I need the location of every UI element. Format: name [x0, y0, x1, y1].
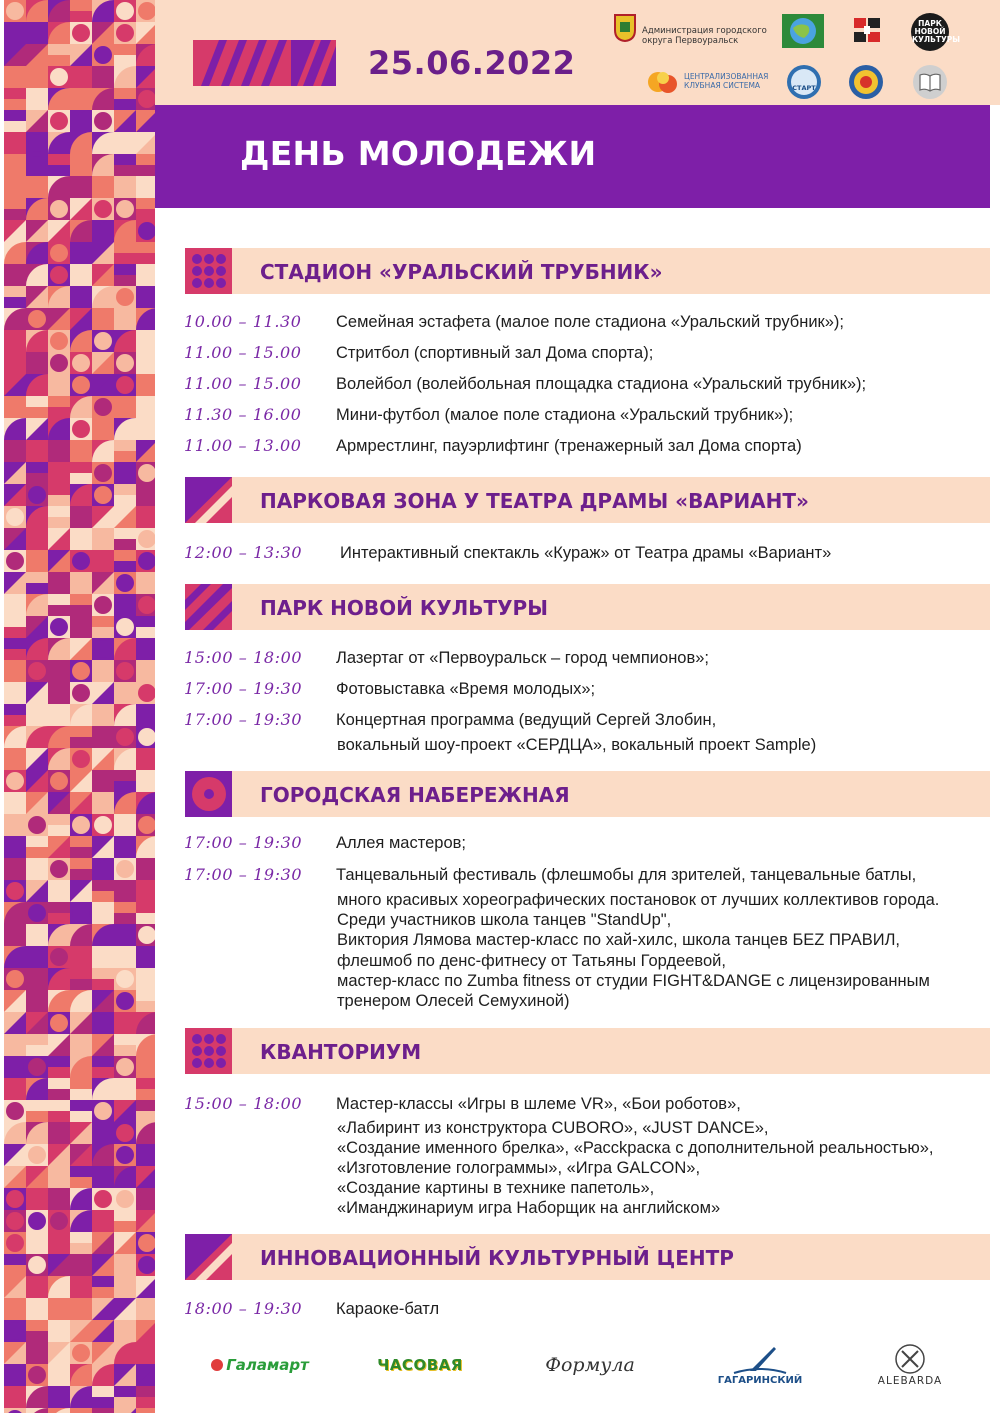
section-header-kvantorium: [185, 1028, 990, 1074]
time-range: 17:00 – 19:30: [184, 679, 303, 698]
green-globe-logo-icon: [782, 14, 824, 48]
description-continuation: «Создание именного брелка», «Рассkраска с дополнительной реальностью»,: [337, 1139, 934, 1157]
time-range: 10.00 – 11.30: [184, 312, 302, 331]
time-range: 11.00 – 13.00: [184, 436, 302, 455]
park-logo-text: ПАРК НОВОЙ КУЛЬТУРЫ: [912, 19, 961, 44]
activity-description: Фотовыставка «Время молодых»;: [336, 680, 596, 698]
section-title: ИННОВАЦИОННЫЙ КУЛЬТУРНЫЙ ЦЕНТР: [260, 1246, 734, 1270]
start-logo-text: СТАРТ: [792, 84, 816, 92]
target-circle-icon: [185, 771, 232, 817]
triangle-stripe-icon: [185, 477, 232, 523]
partner-logos: [610, 10, 990, 102]
section-title: ГОРОДСКАЯ НАБЕРЕЖНАЯ: [260, 783, 570, 807]
time-range: 11.00 – 15.00: [184, 374, 302, 393]
admin-logo-text: Администрация городского округа Первоуральск: [642, 26, 767, 46]
event-date: 25.06.2022: [368, 44, 576, 82]
activity-description: Караоке-батл: [336, 1300, 440, 1318]
time-range: 17:00 – 19:30: [184, 865, 303, 884]
library-book-icon: [912, 64, 948, 100]
activity-description: Концертная программа (ведущий Сергей Злобин,: [336, 711, 717, 729]
sponsor-alebarda-logo: [855, 1330, 965, 1400]
sponsor-name: ALEBARDA: [877, 1375, 943, 1387]
dots-grid-icon: [185, 1028, 232, 1074]
activity-description: Семейная эстафета (малое поле стадиона «Уральский трубник»);: [336, 313, 845, 331]
description-continuation: много красивых хореографических постановок от лучших коллективов города.: [337, 891, 940, 909]
description-continuation: Среди участников школа танцев "StandUp",: [337, 911, 672, 929]
description-continuation: Виктория Лямова мастер-класс по хай-хилс, школа танцев БЕZ ПРАВИЛ,: [337, 931, 900, 949]
triangle-stripe-icon: [185, 1234, 232, 1280]
section-header-stadium: [185, 248, 990, 294]
dots-grid-icon: [185, 248, 232, 294]
sponsor-galamart-logo: [205, 1330, 315, 1400]
sponsor-logos: [185, 1330, 985, 1400]
gagarinsky-building-icon: [730, 1345, 790, 1375]
time-range: 15:00 – 18:00: [184, 648, 303, 667]
pattern-artwork: [0, 0, 155, 1413]
description-continuation: мастер-класс по Zumba fitness от студии FIGHT&DANGE с лицензированным: [337, 972, 930, 990]
section-header-innovation-center: [185, 1234, 990, 1280]
description-continuation: «Изготовление голограммы», «Игра GALCON»,: [337, 1159, 701, 1177]
activity-description: Мастер-классы «Игры в шлеме VR», «Бои роботов»,: [336, 1095, 741, 1113]
activity-description: Лазертаг от «Первоуральск – город чемпионов»;: [336, 649, 710, 667]
activity-description: Волейбол (волейбольная площадка стадиона «Уральский трубник»);: [336, 375, 867, 393]
time-range: 18:00 – 19:30: [184, 1299, 303, 1318]
page-title: ДЕНЬ МОЛОДЕЖИ: [240, 134, 597, 173]
sponsor-name: ЧАСОВАЯ: [377, 1356, 463, 1374]
activity-description: Аллея мастеров;: [336, 834, 466, 852]
sponsor-name: Формула: [545, 1354, 635, 1376]
section-header-embankment: [185, 771, 990, 817]
cks-logo-text: ЦЕНТРАЛИЗОВАННАЯ КЛУБНАЯ СИСТЕМА: [684, 72, 769, 90]
galamart-icon: [211, 1359, 223, 1371]
decorative-pattern: [0, 0, 155, 1413]
start-logo-icon: [786, 64, 822, 100]
section-title: СТАДИОН «УРАЛЬСКИЙ ТРУБНИК»: [260, 260, 663, 284]
activity-description: Мини-футбол (малое поле стадиона «Уральский трубник»);: [336, 406, 794, 424]
alebarda-crest-icon: [893, 1343, 927, 1375]
sponsor-clock-logo: [365, 1330, 475, 1400]
description-continuation: «Иманджинариум игра Наборщик на английском»: [337, 1199, 721, 1217]
activity-description: Стритбол (спортивный зал Дома спорта);: [336, 344, 654, 362]
time-range: 17:00 – 19:30: [184, 833, 303, 852]
description-continuation: «Создание картины в технике папетоль»,: [337, 1179, 655, 1197]
admin-emblem-icon: [614, 14, 636, 42]
cks-emblem-icon: [646, 68, 680, 98]
sponsor-formula-logo: [535, 1330, 645, 1400]
activity-description: Танцевальный фестиваль (флешмобы для зрителей, танцевальные батлы,: [336, 866, 917, 884]
section-title: ПАРК НОВОЙ КУЛЬТУРЫ: [260, 596, 548, 620]
header-stripes-graphic: [193, 40, 336, 86]
description-continuation: флешмоб по денс-фитнесу от Татьяны Гордеевой,: [337, 952, 726, 970]
emblem-round-icon: [848, 64, 884, 100]
activity-description: Армрестлинг, пауэрлифтинг (тренажерный зал Дома спорта): [336, 437, 802, 455]
section-header-theatre-park: [185, 477, 990, 523]
section-title: ПАРКОВАЯ ЗОНА У ТЕАТРА ДРАМЫ «ВАРИАНТ»: [260, 489, 809, 513]
diagonal-stripes-icon: [185, 584, 232, 630]
sponsor-name: ГАГАРИНСКИЙ: [717, 1374, 803, 1386]
media-logo-icon: [850, 14, 884, 48]
description-continuation: тренером Олесей Семухиной): [337, 992, 570, 1010]
time-range: 12:00 – 13:30: [184, 543, 303, 562]
activity-description: Интерактивный спектакль «Кураж» от Театра драмы «Вариант»: [340, 544, 832, 562]
time-range: 15:00 – 18:00: [184, 1094, 303, 1113]
time-range: 11.00 – 15.00: [184, 343, 302, 362]
time-range: 11.30 – 16.00: [184, 405, 302, 424]
sponsor-gagarinsky-logo: [705, 1330, 815, 1400]
section-title: КВАНТОРИУМ: [260, 1040, 422, 1064]
description-continuation: вокальный шоу-проект «СЕРДЦА», вокальный проект Sample): [337, 736, 817, 754]
time-range: 17:00 – 19:30: [184, 710, 303, 729]
section-header-new-culture-park: [185, 584, 990, 630]
description-continuation: «Лабиринт из конструктора CUBORO», «JUST DANCE»,: [337, 1119, 769, 1137]
sponsor-name: Галамарт: [226, 1356, 309, 1374]
